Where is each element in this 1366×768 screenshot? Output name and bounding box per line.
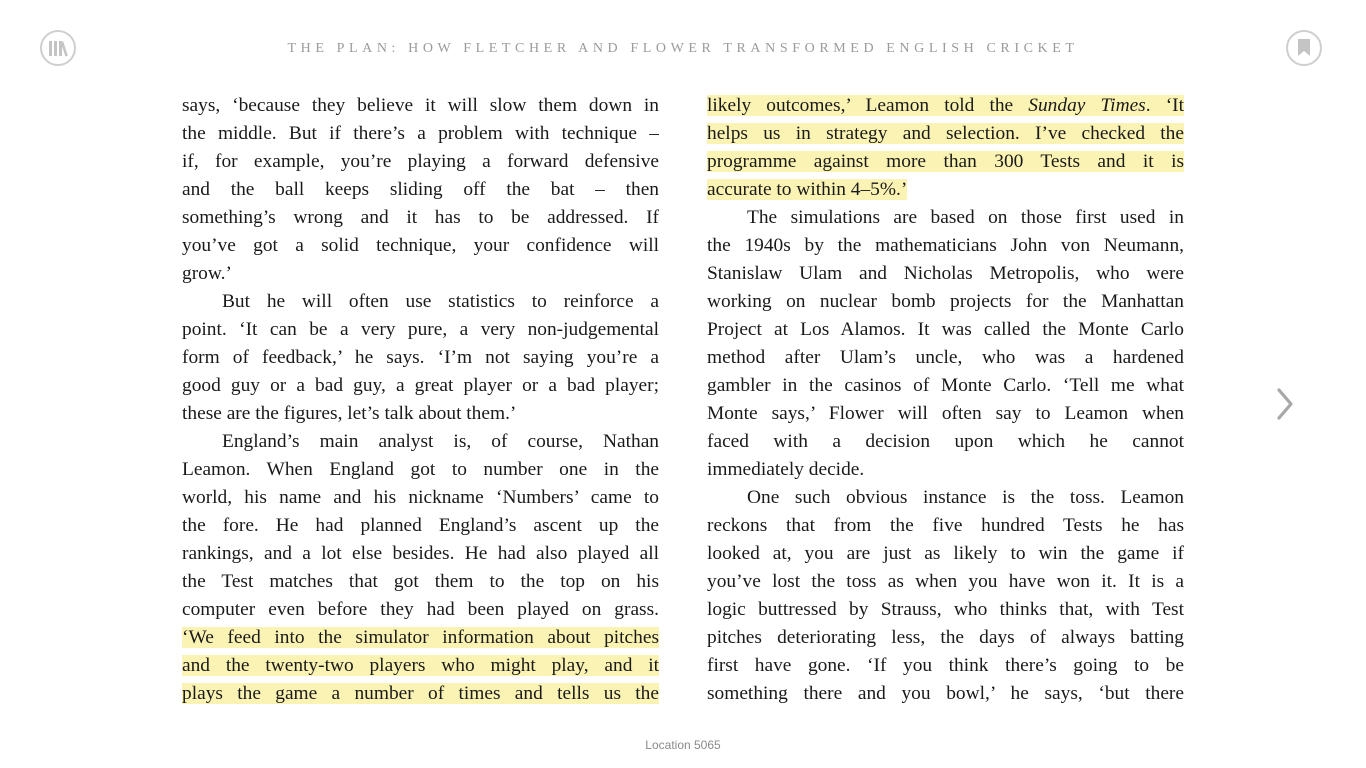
next-page-button[interactable] bbox=[1272, 386, 1298, 422]
page-column-right bbox=[707, 92, 1184, 712]
paragraph: says, ‘because they believe it will slow them down in the middle. But if there’s a problem with technique – if, for example, you’re playing a forward defensive and the ball keeps sliding off the bat – then something’s wrong and it has to be addressed. If you’ve got a solid technique, your confidence will bbox=[182, 95, 659, 256]
page-column-left bbox=[182, 92, 659, 712]
book-title: THE PLAN: HOW FLETCHER AND FLOWER TRANSFORMED ENGLISH CRICKET bbox=[287, 41, 1079, 56]
paragraph-end: these are the figures, let’s talk about them.’ bbox=[182, 403, 517, 424]
highlighted-passage-end[interactable]: accurate to within 4–5%.’ bbox=[707, 179, 908, 200]
paragraph: One such obvious instance is the toss. Leamon reckons that from the five hundred Tests he has looked at, you are just as likely to win the game if you’ve lost the toss as when you have won it. It is a logic buttressed by Strauss, who thinks that, with Test pitches deteriorating less, the days of always batting first have gone. ‘If you think there’s going to be something there and you bowl,’ he says, ‘but there bbox=[707, 487, 1184, 704]
location-indicator: Location 5065 bbox=[645, 738, 721, 752]
highlighted-passage[interactable]: ‘We feed into the simulator information about pitches and the twenty-two players who might play, and it plays the game a number of times and tells us the bbox=[182, 627, 659, 704]
paragraph-end: immediately decide. bbox=[707, 459, 865, 480]
paragraph bbox=[707, 92, 1184, 176]
paragraph: The simulations are based on those first used in the 1940s by the mathematicians John von Neumann, Stanislaw Ulam and Nicholas Metropolis, who were working on nuclear bomb projects for the Manhattan Project at Los Alamos. It was called the Monte Carlo method after Ulam’s uncle, who was a hardened gambler in the casinos of Monte Carlo. ‘Tell me what Monte says,’ Flower will often say to Leamon when faced with a decision upon which he cannot bbox=[707, 207, 1184, 452]
bookmark-button[interactable] bbox=[1286, 30, 1322, 66]
highlighted-passage[interactable]: likely outcomes,’ Leamon told the Sunday Times. ‘It helps us in strategy and selection. I’ve checked the programme against more than 300 Tests and it is bbox=[707, 95, 1184, 172]
paragraph-end: grow.’ bbox=[182, 263, 232, 284]
paragraph: England’s main analyst is, of course, Nathan Leamon. When England got to number one in the world, his name and his nickname ‘Numbers’ came to the fore. He had planned England’s ascent up the rankings, and a lot else besides. He had also played all the Test matches that got them to the top on his computer even before they had been played on grass. ‘We feed into the simulator information about pitches and the twenty-two players who might play, and it plays the game a number of times and tells us the bbox=[182, 431, 659, 704]
bookmark-icon bbox=[1297, 39, 1311, 57]
paragraph-end bbox=[707, 176, 1184, 204]
chevron-right-icon bbox=[1272, 407, 1298, 426]
paragraph: But he will often use statistics to reinforce a point. ‘It can be a very pure, a very non-judgemental form of feedback,’ he says. ‘I’m not saying you’re a good guy or a bad guy, a great player or a bad player; bbox=[182, 291, 659, 396]
